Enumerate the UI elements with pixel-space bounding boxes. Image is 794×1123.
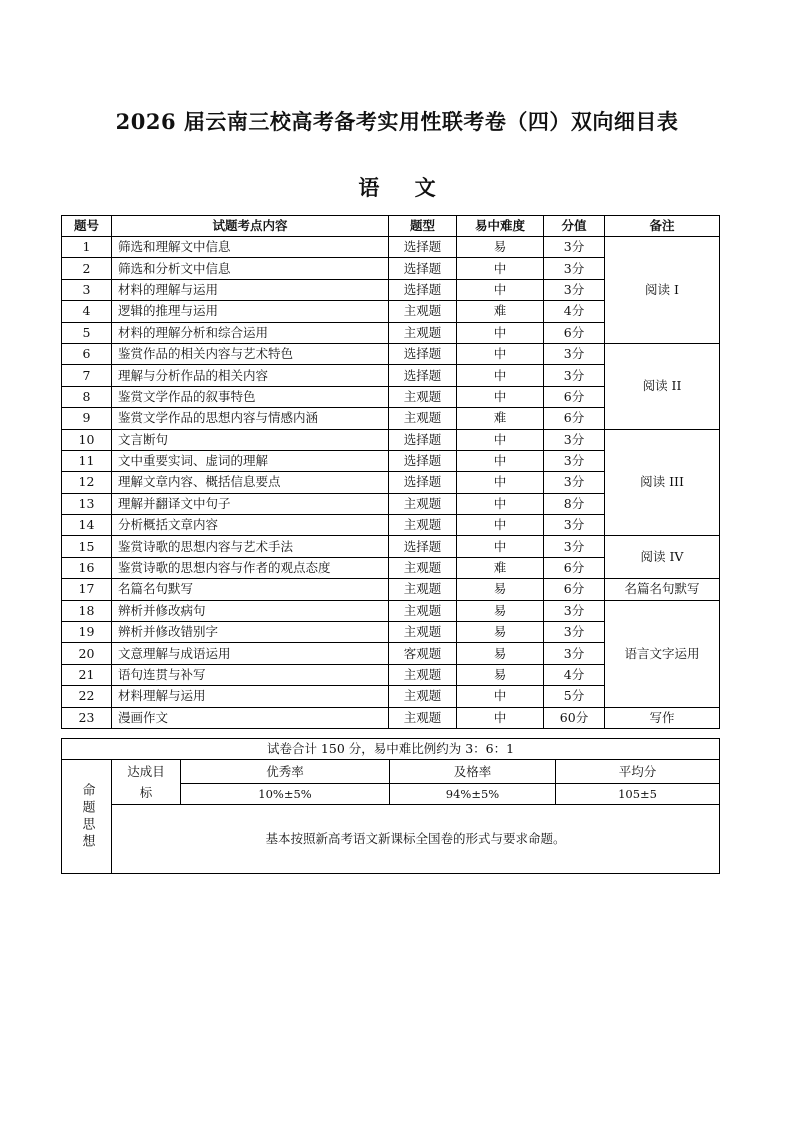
cell-difficulty: 易	[457, 237, 544, 258]
cell-type: 选择题	[389, 258, 457, 279]
cell-content: 理解与分析作品的相关内容	[112, 365, 389, 386]
cell-content: 名篇名句默写	[112, 579, 389, 600]
cell-content: 辨析并修改病句	[112, 600, 389, 621]
cell-difficulty: 易	[457, 579, 544, 600]
cell-no: 20	[62, 643, 112, 664]
target-value-pass: 94%±5%	[390, 784, 556, 805]
cell-content: 理解文章内容、概括信息要点	[112, 472, 389, 493]
header-no: 题号	[62, 216, 112, 237]
cell-score: 3分	[544, 237, 605, 258]
cell-score: 3分	[544, 515, 605, 536]
header-difficulty: 易中难度	[457, 216, 544, 237]
cell-difficulty: 中	[457, 686, 544, 707]
target-header-average: 平均分	[556, 760, 720, 784]
cell-content: 鉴赏文学作品的思想内容与情感内涵	[112, 408, 389, 429]
header-type: 题型	[389, 216, 457, 237]
table-row	[62, 343, 720, 364]
cell-difficulty: 中	[457, 515, 544, 536]
design-label: 命题思想	[62, 760, 112, 874]
cell-score: 6分	[544, 579, 605, 600]
cell-score: 6分	[544, 322, 605, 343]
cell-score: 3分	[544, 279, 605, 300]
remark-reading-4: 阅读 IV	[605, 536, 720, 579]
cell-type: 主观题	[389, 664, 457, 685]
cell-score: 3分	[544, 622, 605, 643]
header-remark: 备注	[605, 216, 720, 237]
cell-score: 3分	[544, 536, 605, 557]
cell-difficulty: 中	[457, 536, 544, 557]
cell-no: 18	[62, 600, 112, 621]
remark-reading-2: 阅读 II	[605, 343, 720, 429]
cell-difficulty: 中	[457, 707, 544, 728]
cell-content: 理解并翻译文中句子	[112, 493, 389, 514]
cell-score: 60分	[544, 707, 605, 728]
cell-no: 17	[62, 579, 112, 600]
cell-no: 10	[62, 429, 112, 450]
cell-difficulty: 中	[457, 343, 544, 364]
cell-type: 选择题	[389, 472, 457, 493]
cell-type: 主观题	[389, 579, 457, 600]
cell-content: 文言断句	[112, 429, 389, 450]
cell-difficulty: 中	[457, 258, 544, 279]
design-basis: 基本按照新高考语文新课标全国卷的形式与要求命题。	[112, 805, 720, 874]
cell-no: 16	[62, 557, 112, 578]
cell-type: 选择题	[389, 279, 457, 300]
remark-language-use: 语言文字运用	[605, 600, 720, 707]
table-row	[62, 600, 720, 621]
cell-no: 23	[62, 707, 112, 728]
cell-type: 主观题	[389, 493, 457, 514]
cell-content: 筛选和理解文中信息	[112, 237, 389, 258]
cell-type: 主观题	[389, 408, 457, 429]
cell-type: 主观题	[389, 600, 457, 621]
cell-no: 12	[62, 472, 112, 493]
cell-difficulty: 易	[457, 643, 544, 664]
target-header-excellent: 优秀率	[181, 760, 390, 784]
cell-type: 主观题	[389, 515, 457, 536]
cell-content: 鉴赏作品的相关内容与艺术特色	[112, 343, 389, 364]
cell-type: 选择题	[389, 237, 457, 258]
cell-score: 3分	[544, 429, 605, 450]
cell-content: 分析概括文章内容	[112, 515, 389, 536]
cell-score: 8分	[544, 493, 605, 514]
cell-content: 鉴赏文学作品的叙事特色	[112, 386, 389, 407]
cell-no: 11	[62, 450, 112, 471]
remark-recitation: 名篇名句默写	[605, 579, 720, 600]
cell-no: 22	[62, 686, 112, 707]
cell-no: 15	[62, 536, 112, 557]
basis-row	[62, 805, 720, 874]
cell-type: 客观题	[389, 643, 457, 664]
cell-no: 4	[62, 301, 112, 322]
subject-heading: 语 文	[358, 175, 450, 200]
cell-difficulty: 难	[457, 557, 544, 578]
target-value-average: 105±5	[556, 784, 720, 805]
cell-no: 21	[62, 664, 112, 685]
cell-score: 3分	[544, 343, 605, 364]
cell-no: 19	[62, 622, 112, 643]
cell-score: 4分	[544, 301, 605, 322]
remark-writing: 写作	[605, 707, 720, 728]
cell-no: 1	[62, 237, 112, 258]
cell-content: 材料理解与运用	[112, 686, 389, 707]
cell-type: 选择题	[389, 365, 457, 386]
table-header-row	[62, 216, 720, 237]
cell-difficulty: 中	[457, 322, 544, 343]
table-row	[62, 707, 720, 728]
cell-no: 14	[62, 515, 112, 536]
cell-type: 选择题	[389, 450, 457, 471]
remark-reading-3: 阅读 III	[605, 429, 720, 536]
cell-score: 3分	[544, 643, 605, 664]
cell-content: 鉴赏诗歌的思想内容与艺术手法	[112, 536, 389, 557]
cell-difficulty: 中	[457, 365, 544, 386]
cell-score: 3分	[544, 365, 605, 386]
detail-table	[61, 215, 720, 729]
table-row	[62, 237, 720, 258]
cell-content: 材料的理解与运用	[112, 279, 389, 300]
cell-content: 逻辑的推理与运用	[112, 301, 389, 322]
cell-score: 3分	[544, 450, 605, 471]
cell-no: 5	[62, 322, 112, 343]
cell-no: 13	[62, 493, 112, 514]
cell-type: 主观题	[389, 322, 457, 343]
cell-type: 选择题	[389, 536, 457, 557]
cell-difficulty: 中	[457, 429, 544, 450]
cell-no: 8	[62, 386, 112, 407]
targets-label: 达成目标	[112, 760, 181, 805]
cell-difficulty: 易	[457, 600, 544, 621]
cell-score: 3分	[544, 600, 605, 621]
cell-no: 7	[62, 365, 112, 386]
cell-no: 2	[62, 258, 112, 279]
cell-score: 3分	[544, 472, 605, 493]
cell-score: 6分	[544, 386, 605, 407]
target-header-pass: 及格率	[390, 760, 556, 784]
remark-reading-1: 阅读 I	[605, 237, 720, 344]
targets-header-row	[62, 760, 720, 784]
cell-type: 主观题	[389, 557, 457, 578]
cell-content: 筛选和分析文中信息	[112, 258, 389, 279]
cell-type: 选择题	[389, 343, 457, 364]
cell-difficulty: 中	[457, 279, 544, 300]
cell-difficulty: 难	[457, 301, 544, 322]
cell-difficulty: 难	[457, 408, 544, 429]
cell-score: 3分	[544, 258, 605, 279]
cell-difficulty: 易	[457, 622, 544, 643]
cell-content: 鉴赏诗歌的思想内容与作者的观点态度	[112, 557, 389, 578]
cell-difficulty: 中	[457, 472, 544, 493]
header-score: 分值	[544, 216, 605, 237]
summary-table	[61, 738, 720, 874]
cell-content: 文意理解与成语运用	[112, 643, 389, 664]
table-row	[62, 429, 720, 450]
cell-difficulty: 中	[457, 493, 544, 514]
cell-difficulty: 中	[457, 386, 544, 407]
cell-content: 材料的理解分析和综合运用	[112, 322, 389, 343]
header-content: 试题考点内容	[112, 216, 389, 237]
cell-type: 主观题	[389, 301, 457, 322]
cell-content: 语句连贯与补写	[112, 664, 389, 685]
cell-type: 主观题	[389, 707, 457, 728]
total-summary: 试卷合计 150 分，易中难比例约为 3：6：1	[62, 739, 720, 760]
cell-no: 9	[62, 408, 112, 429]
cell-no: 6	[62, 343, 112, 364]
cell-score: 5分	[544, 686, 605, 707]
document-title: 2026 届云南三校高考备考实用性联考卷（四）双向细目表	[115, 109, 679, 134]
table-row	[62, 579, 720, 600]
cell-difficulty: 易	[457, 664, 544, 685]
cell-no: 3	[62, 279, 112, 300]
cell-content: 文中重要实词、虚词的理解	[112, 450, 389, 471]
cell-content: 漫画作文	[112, 707, 389, 728]
cell-score: 4分	[544, 664, 605, 685]
cell-difficulty: 中	[457, 450, 544, 471]
cell-type: 主观题	[389, 686, 457, 707]
cell-score: 6分	[544, 408, 605, 429]
cell-type: 选择题	[389, 429, 457, 450]
cell-type: 主观题	[389, 622, 457, 643]
cell-score: 6分	[544, 557, 605, 578]
cell-type: 主观题	[389, 386, 457, 407]
total-row	[62, 739, 720, 760]
cell-content: 辨析并修改错别字	[112, 622, 389, 643]
target-value-excellent: 10%±5%	[181, 784, 390, 805]
table-row	[62, 536, 720, 557]
